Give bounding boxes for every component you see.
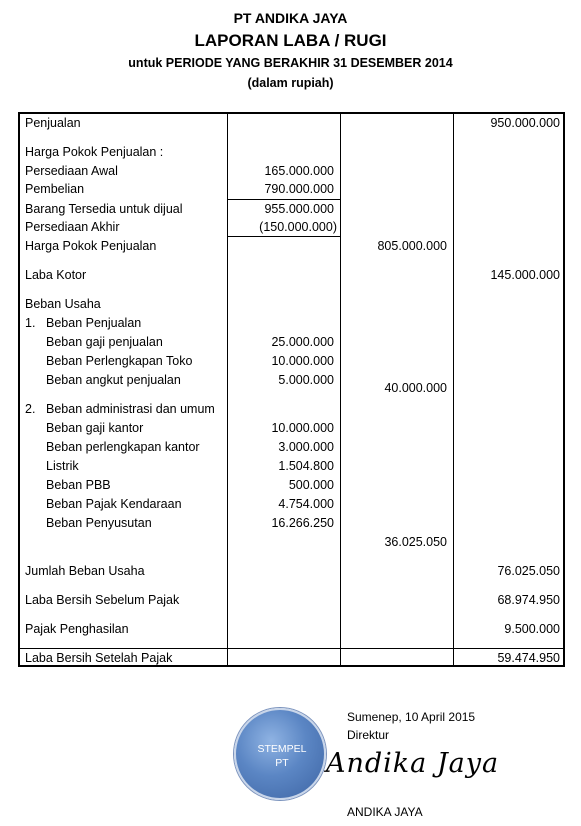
stamp-text-line2: PT [275, 757, 289, 769]
row-label-hpp: Harga Pokok Penjualan [25, 239, 157, 253]
place-date: Sumenep, 10 April 2015 [347, 710, 476, 724]
row-value-gaji-kantor: 10.000.000 [271, 421, 334, 435]
row-value-pajak-kendaraan: 4.754.000 [278, 497, 334, 511]
row-value-listrik: 1.504.800 [278, 459, 334, 473]
subtotal-penjualan-clip [342, 381, 447, 396]
row-value-hpp: 805.000.000 [377, 239, 447, 253]
row-label-penjualan: Penjualan [25, 116, 81, 130]
subtotal-rule-bottom [227, 236, 341, 237]
row-number-beban-penjualan: 1. [25, 316, 36, 330]
row-label-barang-tersedia: Barang Tersedia untuk dijual [25, 202, 183, 216]
row-label-pbb: Beban PBB [46, 478, 111, 492]
row-value-perlengkapan-kantor: 3.000.000 [278, 440, 334, 454]
row-value-laba-kotor: 145.000.000 [490, 268, 560, 282]
row-label-listrik: Listrik [46, 459, 79, 473]
stamp-text-line1: STEMPEL [257, 743, 307, 755]
row-label-penyusutan: Beban Penyusutan [46, 516, 152, 530]
row-value-pbb: 500.000 [288, 478, 334, 492]
row-value-pembelian: 790.000.000 [264, 182, 334, 196]
row-number-beban-adm: 2. [25, 402, 36, 416]
row-label-jumlah-beban: Jumlah Beban Usaha [25, 564, 145, 578]
row-label-perlengkapan-kantor: Beban perlengkapan kantor [46, 440, 200, 454]
column-divider-1 [227, 112, 228, 667]
row-value-jumlah-beban: 76.025.050 [497, 564, 560, 578]
company-stamp [234, 708, 326, 800]
row-label-beban-penjualan: Beban Penjualan [46, 316, 142, 330]
row-value-pajak: 9.500.000 [504, 622, 560, 636]
report-title: LAPORAN LABA / RUGI [194, 31, 387, 50]
row-label-perlengkapan-toko: Beban Perlengkapan Toko [46, 354, 193, 368]
row-label-persediaan-akhir: Persediaan Akhir [25, 220, 120, 234]
row-label-pajak-kendaraan: Beban Pajak Kendaraan [46, 497, 182, 511]
row-value-subtotal-adm: 36.025.050 [384, 535, 447, 549]
row-value-penjualan: 950.000.000 [490, 116, 560, 130]
row-value-persediaan-akhir: (150.000.000) [259, 220, 337, 234]
row-label-beban-adm: Beban administrasi dan umum [46, 402, 215, 416]
row-label-pajak: Pajak Penghasilan [25, 622, 129, 636]
row-label-gaji-penjualan: Beban gaji penjualan [46, 335, 163, 349]
subtotal-rule-top [227, 199, 341, 200]
signer-position: Direktur [347, 728, 390, 742]
row-value-laba-sebelum-pajak: 68.974.950 [497, 593, 560, 607]
row-label-laba-sebelum-pajak: Laba Bersih Sebelum Pajak [25, 593, 180, 607]
row-label-beban-usaha: Beban Usaha [25, 297, 101, 311]
report-unit: (dalam rupiah) [247, 76, 334, 90]
column-divider-2 [340, 112, 341, 667]
final-row-rule [18, 648, 565, 649]
row-value-penyusutan: 16.266.250 [271, 516, 334, 530]
row-label-gaji-kantor: Beban gaji kantor [46, 421, 144, 435]
row-value-barang-tersedia: 955.000.000 [264, 202, 334, 216]
row-value-laba-setelah-pajak: 59.474.950 [497, 651, 560, 665]
row-label-persediaan-awal: Persediaan Awal [25, 164, 118, 178]
row-label-angkut-penjualan: Beban angkut penjualan [46, 373, 181, 387]
row-value-persediaan-awal: 165.000.000 [264, 164, 334, 178]
row-label-hpp-title: Harga Pokok Penjualan : [25, 145, 164, 159]
column-divider-3 [453, 112, 454, 667]
row-label-pembelian: Pembelian [25, 182, 85, 196]
company-name: PT ANDIKA JAYA [233, 10, 348, 26]
row-value-subtotal-penjualan: 40.000.000 [384, 381, 447, 395]
row-value-angkut-penjualan: 5.000.000 [278, 373, 334, 387]
signer-name: ANDIKA JAYA [347, 805, 423, 819]
report-period: untuk PERIODE YANG BERAKHIR 31 DESEMBER 2014 [128, 56, 453, 70]
row-value-perlengkapan-toko: 10.000.000 [271, 354, 334, 368]
row-label-laba-kotor: Laba Kotor [25, 268, 87, 282]
row-value-gaji-penjualan: 25.000.000 [271, 335, 334, 349]
row-label-laba-setelah-pajak: Laba Bersih Setelah Pajak [25, 651, 173, 665]
handwritten-signature: Andika Jaya [326, 748, 500, 779]
